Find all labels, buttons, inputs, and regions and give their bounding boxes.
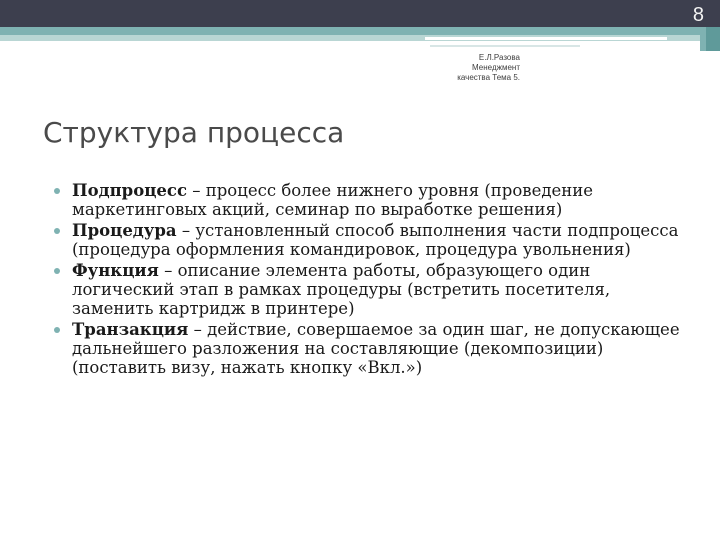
header-accent-stripe [0, 27, 700, 35]
bullet-dot-icon [54, 268, 60, 274]
header-highlight-line [425, 37, 667, 40]
author-note [430, 53, 520, 83]
bullet-text: – установленный способ выполнения части подпроцесса (процедура оформления командировок, процедура увольнения) [72, 221, 679, 259]
bullet-term: Транзакция [72, 320, 189, 339]
bullet-item [50, 320, 690, 377]
bullet-list [50, 181, 690, 379]
header-highlight-line-secondary [430, 45, 580, 47]
header-right-tab-shade [706, 27, 720, 51]
slide-page-number: 8 [692, 4, 704, 26]
bullet-text: – процесс более нижнего уровня (проведение маркетинговых акций, семинар по выработке решения) [72, 181, 594, 219]
bullet-text: – действие, совершаемое за один шаг, не допускающее дальнейшего разложения на составляющие (декомпозиции) (поставить визу, нажать кнопку «Вкл.») [72, 320, 680, 377]
author-note-line: качества Тема 5. [457, 73, 520, 82]
header-band [0, 0, 720, 27]
bullet-dot-icon [54, 228, 60, 234]
bullet-item [50, 181, 690, 219]
bullet-dot-icon [54, 327, 60, 333]
slide-title: Структура процесса [43, 116, 345, 149]
bullet-text: – описание элемента работы, образующего один логический этап в рамках процедуры (встретить посетителя, заменить картридж в принтере) [72, 261, 611, 318]
bullet-item [50, 221, 690, 259]
bullet-dot-icon [54, 188, 60, 194]
bullet-term: Функция [72, 261, 159, 280]
author-note-line: Е.Л.Разова [478, 53, 520, 62]
author-note-line: Менеджмент [472, 63, 520, 72]
bullet-item [50, 261, 690, 318]
bullet-term: Подпроцесс [72, 181, 187, 200]
bullet-term: Процедура [72, 221, 177, 240]
